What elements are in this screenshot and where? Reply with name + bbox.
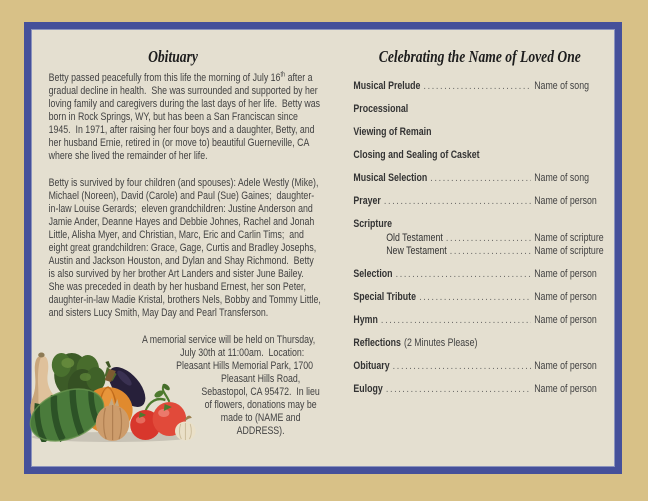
obituary-paragraph-2: Betty is survived by four children (and spouses): Adele Westly (Mike), Michael (Noreen), David (Carole) and Paul (Sue) Gaines; daughter-in-law Louise Gerards; eleven grandchildren: Justine Anderson and Jamie Ander, Deanne Hayes and Debbie Johnes, Rachel and Jonah Little, Alisha Myer, and Christian, Marc, Eric and Carlin Tims; and eight great grandchildren: Grace, Gage, Curtis and Bradley Josephs, Austin and Jackson Houston, and Dylan and Shay Richmond. Betty is also survived by her brother Art Landers and sister June Bailey. She was preceded in death by her husband Ernest, her son Peter, daughter-in-law Madie Kristal, brothers Nels, Bobby and Tommy Little, and sisters Lucy Smith, May Day and Pearl Transferson. [48, 177, 324, 319]
obituary-column [49, 37, 322, 452]
program-rows [353, 80, 606, 396]
program-row-obituary [353, 360, 606, 373]
row-label: Old Testament [386, 232, 443, 244]
harvest-vegetables-illustration [28, 347, 200, 442]
program-row-musical-selection [353, 172, 606, 185]
dot-leader [419, 291, 531, 304]
row-label: New Testament [386, 245, 447, 257]
obituary-paragraph-1-text: Betty passed peacefully from this life the morning of July 16 [48, 72, 281, 84]
program-row-hymn [353, 314, 606, 327]
program-row-special-tribute [353, 291, 606, 304]
ordinal-superscript: th [280, 71, 286, 79]
program-row-processional [353, 103, 606, 116]
row-value: Name of person [534, 268, 597, 280]
program-row-selection [353, 268, 606, 281]
memorial-paragraph-text: A memorial service will be held on Thursday, July 30th at 11:00am. Location: Pleasant Hills Memorial Park, 1700 Pleasant Hills Road, Sebastopol, CA 95472. In lieu of flowers, donations may be made to (NAME and ADDRESS). [141, 334, 323, 437]
row-label: Selection [353, 268, 393, 280]
dot-leader [384, 195, 531, 208]
dot-leader [446, 232, 531, 245]
row-value: Name of scripture [534, 245, 604, 257]
row-label: Reflections [353, 337, 401, 349]
row-value: Name of scripture [534, 232, 604, 244]
row-value: Name of person [534, 383, 597, 395]
program-row-musical-prelude [353, 80, 606, 93]
program-row-new-testament [353, 245, 606, 258]
obituary-title: Obituary [148, 47, 198, 66]
row-value: Name of person [534, 195, 597, 207]
dot-leader [381, 314, 531, 327]
row-value: Name of person [534, 360, 597, 372]
row-note: (2 Minutes Please) [404, 337, 478, 349]
memorial-paragraph [49, 334, 322, 438]
row-label: Musical Prelude [353, 80, 421, 92]
row-label: Closing and Sealing of Casket [353, 149, 480, 161]
row-label: Hymn [353, 314, 378, 326]
program-row-closing-sealing-casket [353, 149, 606, 162]
row-label: Musical Selection [353, 172, 428, 184]
dot-leader [430, 172, 531, 185]
dot-leader [424, 80, 531, 93]
row-value: Name of person [534, 291, 597, 303]
program-row-prayer [353, 195, 606, 208]
row-value: Name of song [534, 172, 589, 184]
dot-leader [450, 245, 531, 258]
row-label: Processional [353, 103, 409, 115]
row-label: Eulogy [353, 383, 383, 395]
row-value: Name of person [534, 314, 597, 326]
program-page [24, 22, 622, 474]
dot-leader [386, 383, 531, 396]
program-row-scripture [353, 218, 606, 231]
program-row-eulogy [353, 383, 606, 396]
program-row-reflections [353, 337, 606, 350]
obituary-paragraph-1 [49, 72, 322, 163]
program-title: Celebrating the Name of Loved One [378, 47, 581, 66]
program-column [353, 37, 606, 406]
row-label: Prayer [353, 195, 381, 207]
row-label: Scripture [353, 218, 393, 230]
program-row-viewing-of-remain [353, 126, 606, 139]
program-row-old-testament [353, 232, 606, 245]
row-label: Viewing of Remain [353, 126, 432, 138]
dot-leader [393, 360, 531, 373]
row-label: Obituary [353, 360, 390, 372]
page-content [31, 29, 615, 467]
row-label: Special Tribute [353, 291, 416, 303]
obituary-paragraph-1-rest: after a gradual decline in health. She was surrounded and supported by her loving family and caregivers during the last days of her life. Betty was born in Rock Springs, WY, but has been a San Franciscan since 1945. In 1971, after raising her four boys and a daughter, Betty, and her husband Ernie, retired in (or move to) beautiful Guerneville, CA where she lived the remainder of her life. [48, 72, 323, 162]
dot-leader [396, 268, 531, 281]
row-value: Name of song [534, 80, 589, 92]
